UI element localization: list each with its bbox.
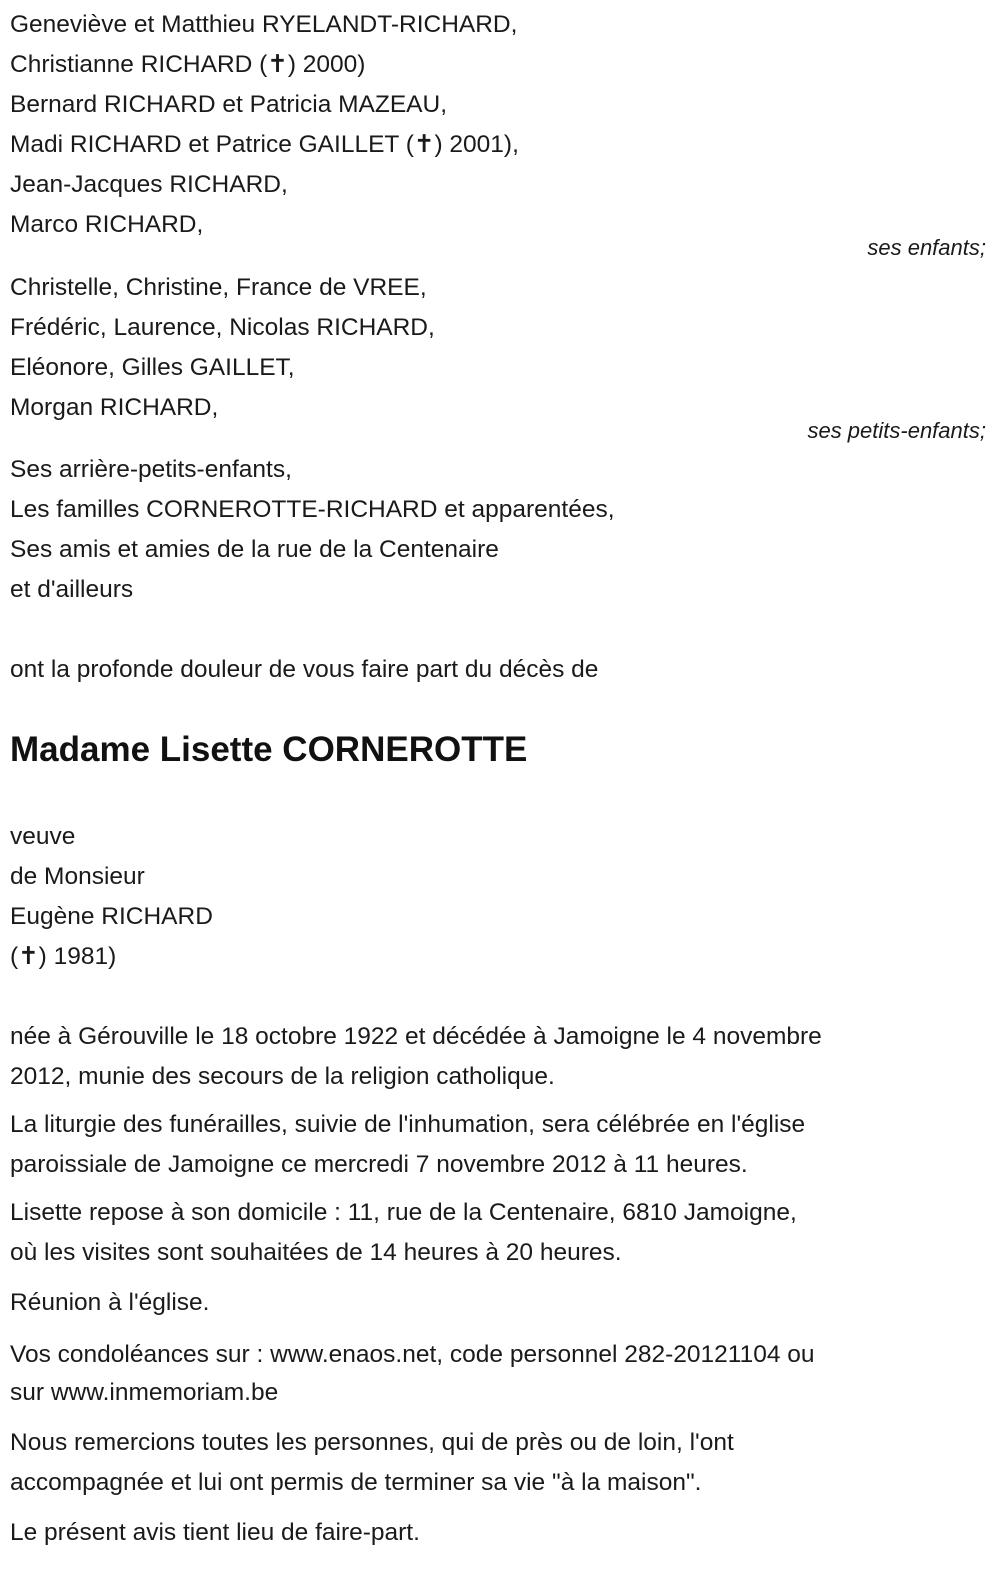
widow-line: veuve — [10, 823, 76, 850]
grandchild-line: Christelle, Christine, France de VREE, — [10, 274, 427, 301]
other-line: et d'ailleurs — [10, 576, 134, 603]
visit-line: où les visites sont souhaitées de 14 heures à 20 heures. — [10, 1239, 622, 1266]
deceased-name: Madame Lisette CORNEROTTE — [10, 730, 528, 769]
widow-line: Eugène RICHARD — [10, 903, 213, 930]
condolences-line: Vos condoléances sur : www.enaos.net, code personnel 282-20121104 ou — [10, 1341, 815, 1368]
birth-death-line: 2012, munie des secours de la religion catholique. — [10, 1063, 555, 1090]
condolences-line: sur www.inmemoriam.be — [10, 1379, 279, 1406]
child-line: Marco RICHARD, — [10, 211, 204, 238]
grandchildren-label: ses petits-enfants; — [807, 418, 986, 443]
other-line: Les familles CORNEROTTE-RICHARD et apparentées, — [10, 496, 615, 523]
grandchild-line: Eléonore, Gilles GAILLET, — [10, 354, 295, 381]
child-line: Bernard RICHARD et Patricia MAZEAU, — [10, 91, 448, 118]
widow-line: de Monsieur — [10, 863, 145, 890]
grandchild-line: Frédéric, Laurence, Nicolas RICHARD, — [10, 314, 435, 341]
children-label: ses enfants; — [867, 235, 986, 260]
child-line: Christianne RICHARD (✝) 2000) — [10, 51, 366, 78]
thanks-line: Nous remercions toutes les personnes, qui de près ou de loin, l'ont — [10, 1429, 734, 1456]
child-line: Jean-Jacques RICHARD, — [10, 171, 288, 198]
birth-death-line: née à Gérouville le 18 octobre 1922 et décédée à Jamoigne le 4 novembre — [10, 1023, 822, 1050]
other-line: Ses arrière-petits-enfants, — [10, 456, 292, 483]
grandchild-line: Morgan RICHARD, — [10, 394, 219, 421]
thanks-line: accompagnée et lui ont permis de terminer sa vie "à la maison". — [10, 1469, 702, 1496]
meeting-line: Réunion à l'église. — [10, 1289, 210, 1316]
widow-line: (✝) 1981) — [10, 943, 117, 970]
funeral-line: paroissiale de Jamoigne ce mercredi 7 novembre 2012 à 11 heures. — [10, 1151, 748, 1178]
funeral-line: La liturgie des funérailles, suivie de l'inhumation, sera célébrée en l'église — [10, 1111, 806, 1138]
child-line: Geneviève et Matthieu RYELANDT-RICHARD, — [10, 11, 518, 38]
child-line: Madi RICHARD et Patrice GAILLET (✝) 2001), — [10, 131, 519, 158]
announcement: ont la profonde douleur de vous faire part du décès de — [10, 656, 599, 683]
other-line: Ses amis et amies de la rue de la Centenaire — [10, 536, 499, 563]
visit-line: Lisette repose à son domicile : 11, rue de la Centenaire, 6810 Jamoigne, — [10, 1199, 797, 1226]
notice-line: Le présent avis tient lieu de faire-part. — [10, 1519, 420, 1546]
